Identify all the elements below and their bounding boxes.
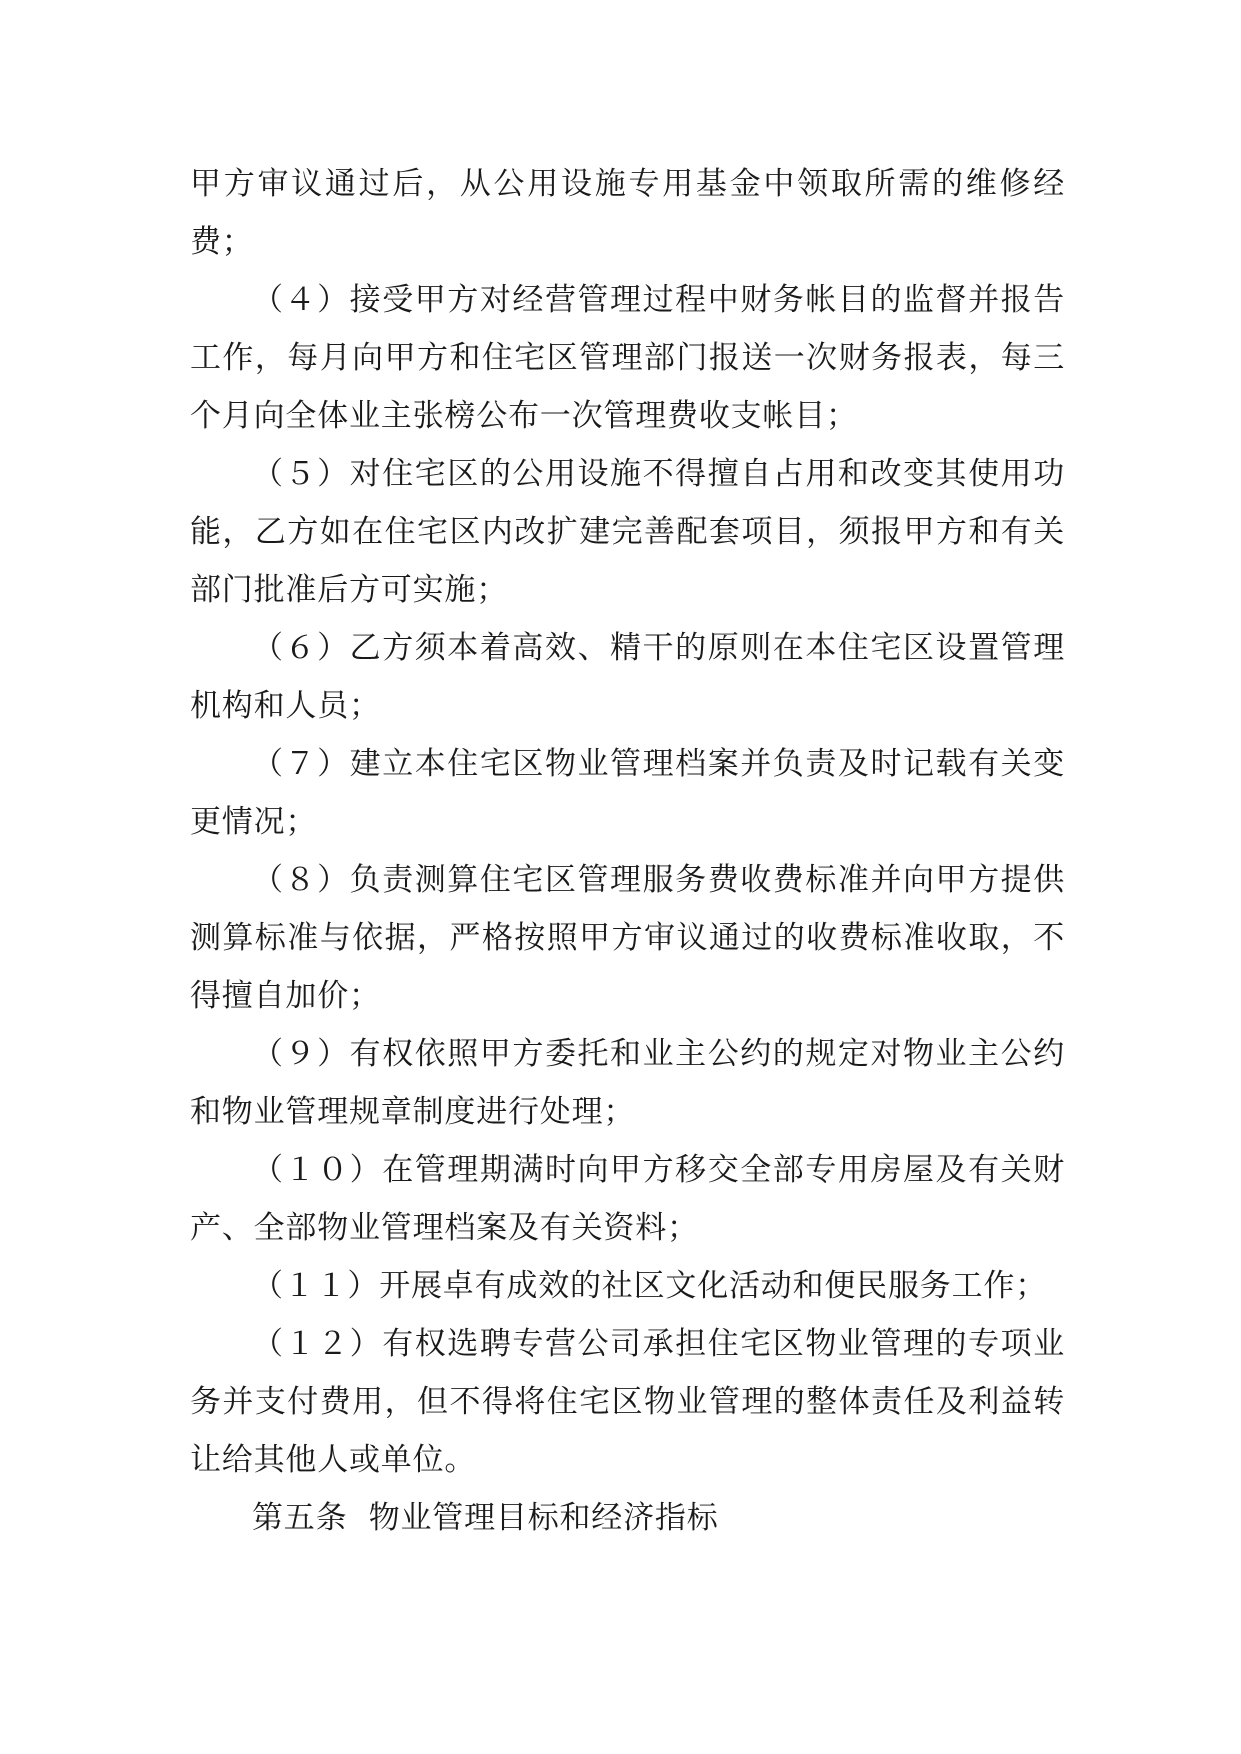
paragraph-item-7: （７）建立本住宅区物业管理档案并负责及时记载有关变更情况； <box>190 746 1065 840</box>
paragraph-item-10: （１０）在管理期满时向甲方移交全部专用房屋及有关财产、全部物业管理档案及有关资料； <box>190 1152 1065 1246</box>
paragraph-continuation: 甲方审议通过后，从公用设施专用基金中领取所需的维修经费； <box>190 166 1065 260</box>
paragraph-item-5: （５）对住宅区的公用设施不得擅自占用和改变其使用功能，乙方如在住宅区内改扩建完善配套项目，须报甲方和有关部门批准后方可实施； <box>190 456 1065 608</box>
section-heading: 第五条 物业管理目标和经济指标 <box>252 1500 719 1536</box>
paragraph-item-8: （８）负责测算住宅区管理服务费收费标准并向甲方提供测算标准与依据，严格按照甲方审议通过的收费标准收取，不得擅自加价； <box>190 862 1065 1014</box>
paragraph-item-12: （１２）有权选聘专营公司承担住宅区物业管理的专项业务并支付费用，但不得将住宅区物业管理的整体责任及利益转让给其他人或单位。 <box>190 1326 1065 1478</box>
paragraph-item-9: （９）有权依照甲方委托和业主公约的规定对物业主公约和物业管理规章制度进行处理； <box>190 1036 1065 1130</box>
paragraph-item-6: （６）乙方须本着高效、精干的原则在本住宅区设置管理机构和人员； <box>190 630 1065 724</box>
paragraph-item-11: （１１）开展卓有成效的社区文化活动和便民服务工作； <box>252 1268 1047 1304</box>
paragraph-item-4: （４）接受甲方对经营管理过程中财务帐目的监督并报告工作，每月向甲方和住宅区管理部门报送一次财务报表，每三个月向全体业主张榜公布一次管理费收支帐目； <box>190 282 1065 434</box>
document-body <box>190 155 1065 1547</box>
